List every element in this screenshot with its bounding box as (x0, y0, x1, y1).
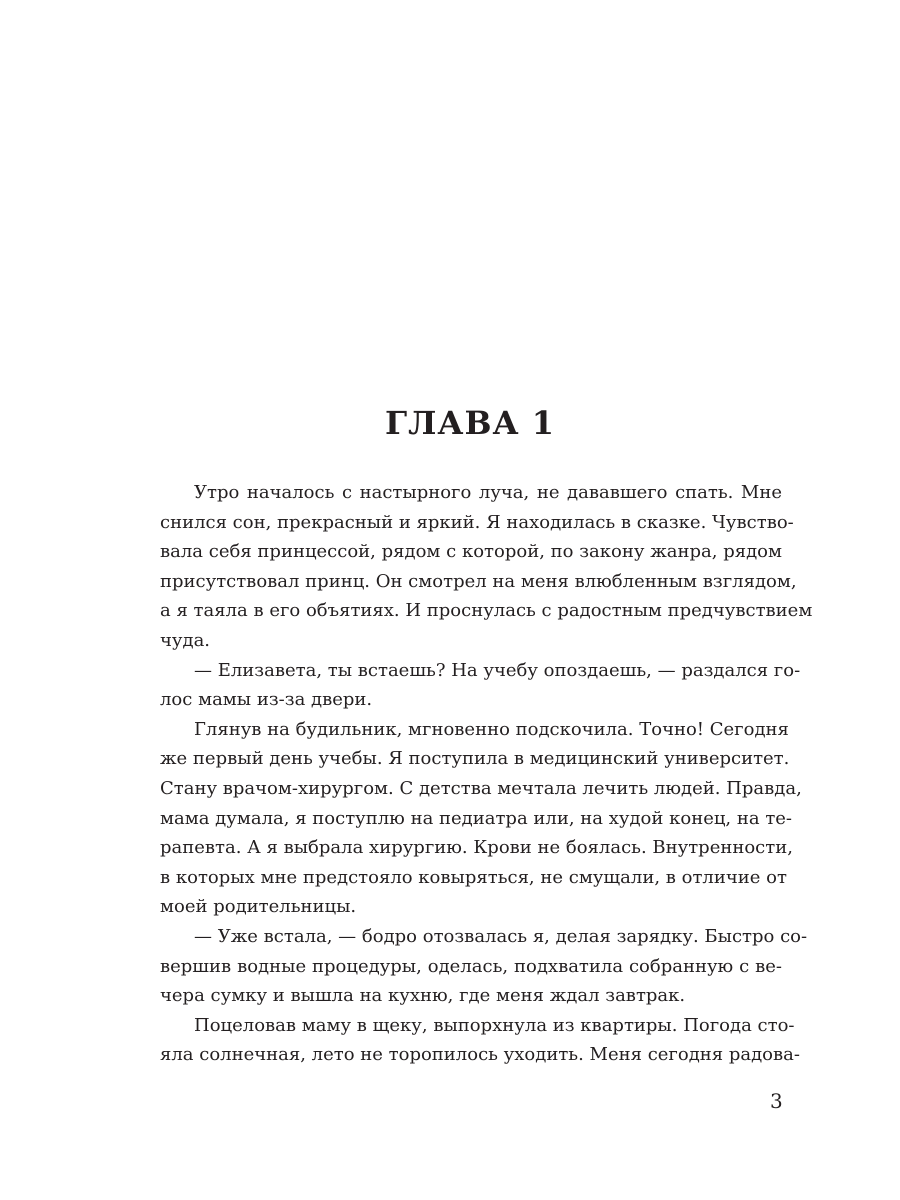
text-line: Утро началось с настырного луча, не дававшего спать. Мне (194, 482, 782, 503)
text-line: вала себя принцессой, рядом с которой, по закону жанра, рядом (160, 541, 782, 563)
chapter-text (160, 478, 813, 1070)
text-line: лос мамы из-за двери. (160, 689, 373, 711)
text-line: рапевта. А я выбрала хирургию. Крови не боялась. Внутренности, (160, 837, 793, 859)
text-line: моей родительницы. (160, 896, 357, 918)
text-line: Поцеловав маму в щеку, выпорхнула из квартиры. Погода сто- (194, 1014, 795, 1036)
chapter-title: ГЛАВА 1 (385, 404, 555, 442)
text-line: чера сумку и вышла на кухню, где меня ждал завтрак. (160, 985, 686, 1007)
text-line: Стану врачом-хирургом. С детства мечтала лечить людей. Правда, (160, 777, 802, 799)
text-line: — Елизавета, ты встаешь? На учебу опоздаешь, — раздался го- (194, 659, 801, 681)
text-line: чуда. (160, 629, 211, 651)
text-line: — Уже встала, — бодро отозвалась я, делая зарядку. Быстро со- (194, 925, 808, 947)
text-line: мама думала, я поступлю на педиатра или, на худой конец, на те- (160, 807, 793, 829)
text-line: в которых мне предстояло ковыряться, не смущали, в отличие от (160, 866, 787, 888)
text-line: присутствовал принц. Он смотрел на меня влюбленным взглядом, (160, 570, 797, 592)
text-line: Глянув на будильник, мгновенно подскочила. Точно! Сегодня (194, 718, 789, 740)
text-line: снился сон, прекрасный и яркий. Я находилась в сказке. Чувство- (160, 511, 794, 533)
text-line: вершив водные процедуры, оделась, подхватила собранную с ве- (160, 955, 782, 977)
text-line: яла солнечная, лето не торопилось уходить. Меня сегодня радова- (160, 1044, 800, 1066)
text-line: же первый день учебы. Я поступила в медицинский университет. (160, 748, 790, 770)
page-number: 3 (770, 1089, 783, 1113)
text-line: а я таяла в его объятиях. И проснулась с радостным предчувствием (160, 600, 813, 622)
